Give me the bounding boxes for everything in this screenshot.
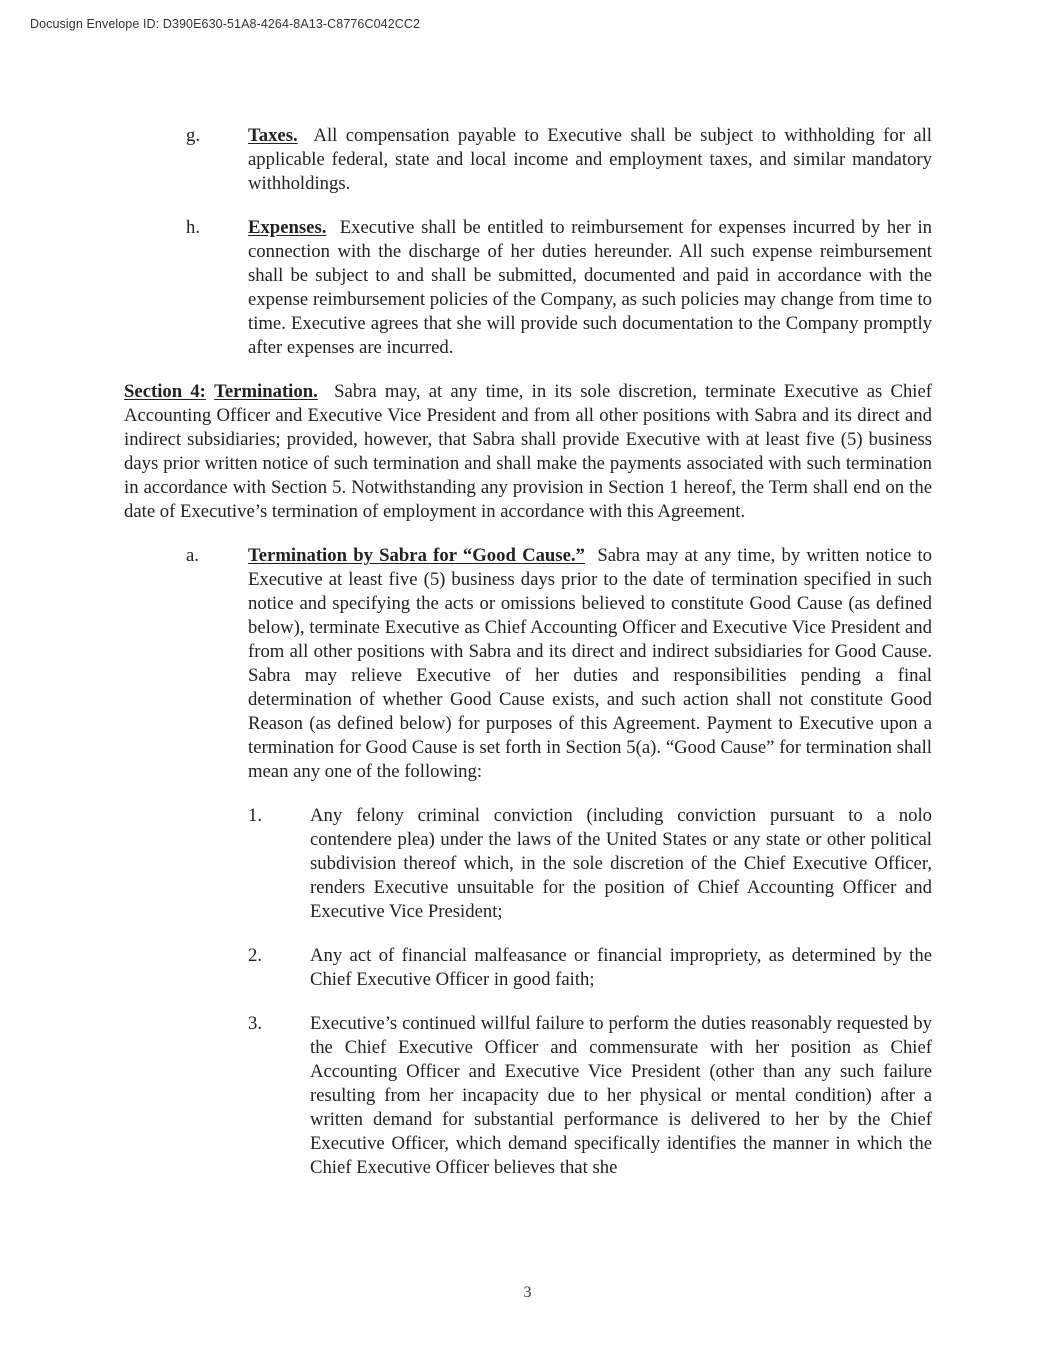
cause-1-text: Any felony criminal conviction (including conviction pursuant to a nolo contendere plea) under the laws of the United States or any state or other political subdivision thereof which, in the sole discretion of the Chief Executive Officer, renders Executive unsuitable for the position of Chief Accounting Officer and Executive Vice President; (310, 805, 932, 922)
docusign-envelope-id: Docusign Envelope ID: D390E630-51A8-4264-8A13-C8776C042CC2 (30, 17, 421, 31)
clause-g-taxes (124, 124, 932, 196)
document-page (124, 124, 932, 1200)
clause-a-label: a. (186, 545, 199, 566)
cause-1-label: 1. (248, 805, 263, 826)
clause-g-heading: Taxes. (248, 125, 298, 146)
section-4-label: Section 4: (124, 381, 206, 402)
section-4-heading: Termination. (214, 381, 318, 402)
cause-item (124, 944, 932, 992)
clause-a-body (248, 544, 932, 784)
cause-2-text: Any act of financial malfeasance or financial impropriety, as determined by the Chief Executive Officer in good faith; (310, 945, 932, 990)
clause-a-heading: Termination by Sabra for “Good Cause.” (248, 545, 585, 566)
cause-3-label: 3. (248, 1013, 263, 1034)
clause-g-label: g. (186, 125, 201, 146)
clause-h-text: Executive shall be entitled to reimbursement for expenses incurred by her in connection with the discharge of her duties hereunder. All such expense reimbursement shall be subject to and shall be submitted, documented and paid in accordance with the expense reimbursement policies of the Company, as such policies may change from time to time. Executive agrees that she will provide such documentation to the Company promptly after expenses are incurred. (248, 217, 932, 358)
cause-2-label: 2. (248, 945, 263, 966)
cause-3-text: Executive’s continued willful failure to perform the duties reasonably requested by the Chief Executive Officer and commensurate with her position as Chief Accounting Officer and Executive Vice President (other than any such failure resulting from her incapacity due to her physical or mental condition) after a written demand for substantial performance is delivered to her by the Chief Executive Officer, which demand specifically identifies the manner in which the Chief Executive Officer believes that she (310, 1013, 932, 1178)
clause-h-body (248, 216, 932, 360)
cause-item (124, 804, 932, 924)
clause-h-expenses (124, 216, 932, 360)
section-4-termination (124, 380, 932, 524)
clause-h-label: h. (186, 217, 201, 238)
clause-g-body (248, 124, 932, 196)
page-number: 3 (523, 1284, 532, 1301)
clause-a-text: Sabra may at any time, by written notice to Executive at least five (5) business days prior to the date of termination specified in such notice and specifying the acts or omissions believed to constitute Good Cause (as defined below), terminate Executive as Chief Accounting Officer and Executive Vice President and from all other positions with Sabra and its direct and indirect subsidiaries for Good Cause. Sabra may relieve Executive of her duties and responsibilities pending a final determination of whether Good Cause exists, and such action shall not constitute Good Reason (as defined below) for purposes of this Agreement. Payment to Executive upon a termination for Good Cause is set forth in Section 5(a). “Good Cause” for termination shall mean any one of the following: (248, 545, 932, 782)
cause-item (124, 1012, 932, 1180)
clause-g-text: All compensation payable to Executive shall be subject to withholding for all applicable federal, state and local income and employment taxes, and similar mandatory withholdings. (248, 125, 933, 194)
section-4-text: Sabra may, at any time, in its sole discretion, terminate Executive as Chief Accounting Officer and Executive Vice President and from all other positions with Sabra and its direct and indirect subsidiaries; provided, however, that Sabra shall provide Executive with at least five (5) business days prior written notice of such termination and shall make the payments associated with such termination in accordance with Section 5. Notwithstanding any provision in Section 1 hereof, the Term shall end on the date of Executive’s termination of employment in accordance with this Agreement. (124, 381, 933, 522)
clause-h-heading: Expenses. (248, 217, 327, 238)
clause-a-good-cause (124, 544, 932, 784)
